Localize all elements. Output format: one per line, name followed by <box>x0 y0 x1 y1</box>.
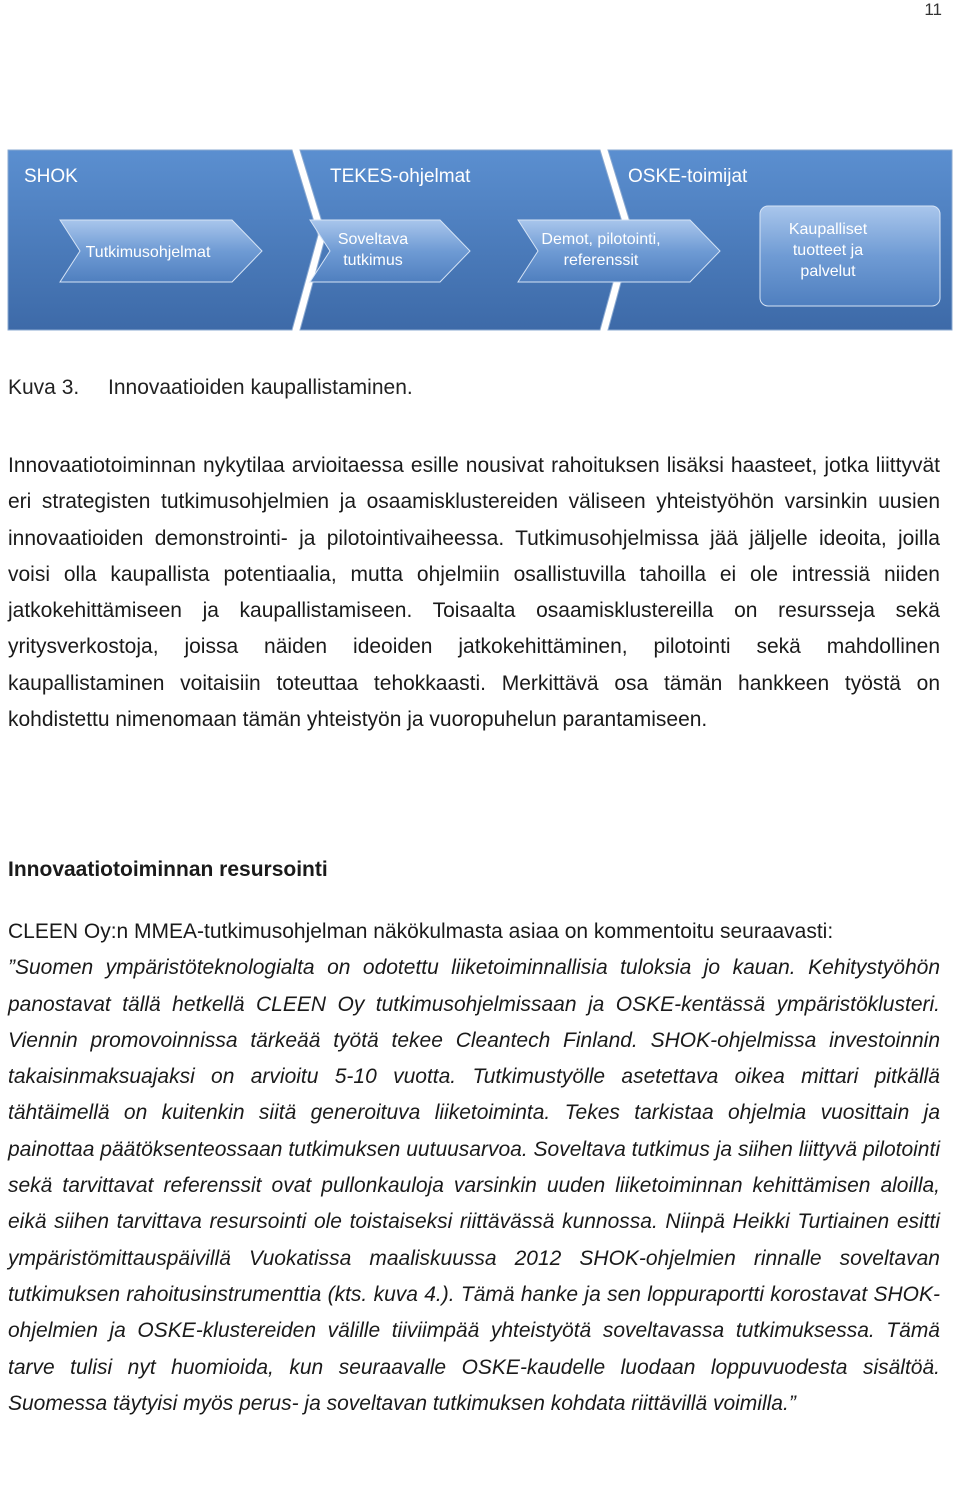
step-label-1: Tutkimusohjelmat <box>85 244 211 261</box>
column-label-tekes: TEKES-ohjelmat <box>330 166 471 187</box>
innovation-process-figure <box>0 140 960 340</box>
step-arrow-2 <box>310 220 470 282</box>
page-number: 11 <box>924 0 942 19</box>
paragraph-quote: ”Suomen ympäristöteknologialta on odotettu liiketoiminnallisia tuloksia jo kauan. Kehitystyöhön panostavat tällä hetkellä CLEEN Oy tutkimusohjelmissaan ja OSKE-kentässä ympäristöklusteri. Viennin promovoinnissa tärkeää työtä tekee Cleantech Finland. SHOK-ohjelmissa investoinnin takaisinmaksuajaksi on arvioitu 5-10 vuotta. Tutkimustyölle asetettava oikea mittari pitkällä tähtäimellä on kuitenkin siitä generoituva liiketoiminta. Tekes tarkistaa ohjelmia vuosittain ja painottaa päätöksenteossaan tutkimuksen uutuusarvoa. Soveltava tutkimus ja siihen liittyvä pilotointi sekä tarvittavat referenssit ovat pullonkauloja varsinkin uuden liiketoiminnan kehittämisen aloilla, eikä siihen tarvittava resursointi ole toistaiseksi riittävässä kunnossa. Niinpä Heikki Turtiainen esitti ympäristömittauspäivillä Vuokatissa maaliskuussa 2012 SHOK-ohjelmien rinnalle soveltavan tutkimuksen rahoitusinstrumenttia (kts. kuva 4.). Tämä hanke ja sen loppuraportti korostavat SHOK-ohjelmien ja OSKE-klustereiden välille tiiviimpää yhteistyötä soveltavassa tutkimuksessa. Tämä tarve tulisi nyt huomioida, kun seuraavalle OSKE-kaudelle luodaan loppuvuodesta sisältöä. Suomessa täytyisi myös perus- ja soveltavan tutkimuksen kohdata riittävillä voimilla.” <box>8 956 940 1415</box>
section-heading: Innovaatiotoiminnan resursointi <box>8 858 328 881</box>
caption-number: Kuva 3. <box>8 376 80 399</box>
step-label-2a: Soveltava <box>337 231 409 248</box>
step-label-3a: Demot, pilotointi, <box>541 231 661 248</box>
figure-caption <box>8 376 413 400</box>
step-label-2b: tutkimus <box>343 252 403 269</box>
paragraph-innovation-status: Innovaatiotoiminnan nykytilaa arvioitaessa esille nousivat rahoituksen lisäksi haasteet, jotka liittyvät eri strategisten tutkimusohjelmien ja osaamisklustereiden väliseen yhteistyöhön varsinkin uusien innovaatioiden demonstrointi- ja pilotointivaiheessa. Tutkimusohjelmissa jää jäljelle ideoita, joilla voisi olla kaupallista potentiaalia, mutta ohjelmiin osallistuvilla tahoilla ei ole intressiä niiden jatkokehittämiseen ja kaupallistamiseen. Toisaalta osaamisklustereilla on resursseja sekä yritysverkostoja, joissa näiden ideoiden jatkokehittäminen, pilotointi sekä mahdollinen kaupallistaminen voitaisiin toteuttaa tehokkaasti. Merkittävä osa tämän hankkeen työstä on kohdistettu nimenomaan tämän yhteistyön ja vuoropuhelun parantamiseen. <box>8 454 940 732</box>
paragraph-resourcing <box>8 914 940 1422</box>
column-label-shok: SHOK <box>24 166 78 187</box>
step-label-4b: tuotteet ja <box>792 242 864 259</box>
column-label-oske: OSKE-toimijat <box>628 166 748 187</box>
step-label-3b: referenssit <box>563 252 639 269</box>
step-label-4c: palvelut <box>800 263 856 280</box>
caption-text: Innovaatioiden kaupallistaminen. <box>108 376 413 399</box>
step-arrow-3 <box>518 220 720 282</box>
step-label-4a: Kaupalliset <box>788 221 868 238</box>
paragraph-intro: CLEEN Oy:n MMEA-tutkimusohjelman näkökulmasta asiaa on kommentoitu seuraavasti: <box>8 920 834 943</box>
